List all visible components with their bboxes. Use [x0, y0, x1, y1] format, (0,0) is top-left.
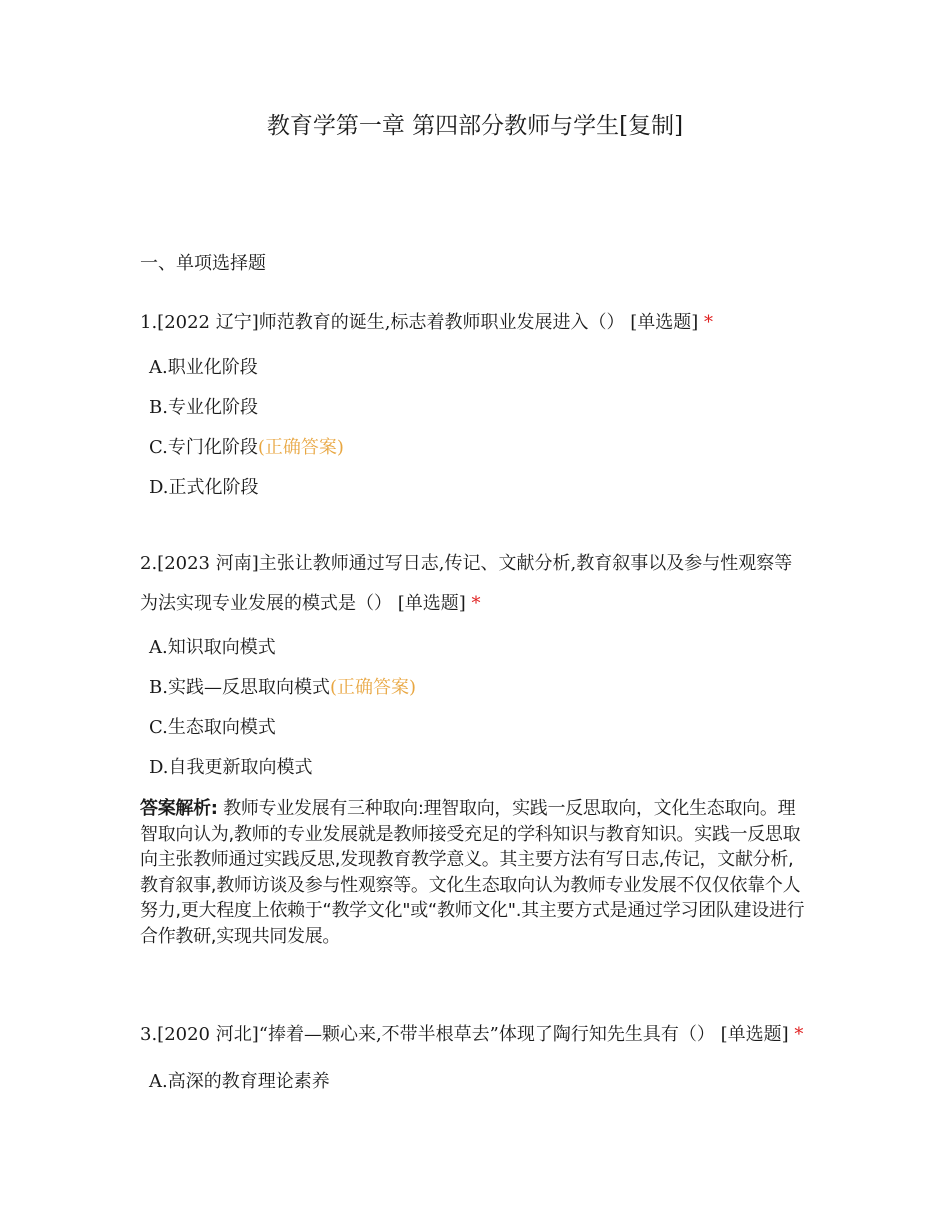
- option-label: A.高深的教育理论素养: [149, 1071, 330, 1092]
- option-item[interactable]: [149, 668, 416, 708]
- correct-answer-tag: (正确答案): [329, 677, 416, 698]
- correct-answer-tag: (正确答案): [257, 437, 344, 458]
- option-list: [149, 348, 344, 508]
- option-label: B.实践—反思取向模式: [149, 677, 330, 698]
- question-stem: [140, 1015, 810, 1055]
- option-list: [149, 1062, 330, 1102]
- option-item[interactable]: [149, 388, 344, 428]
- required-mark: *: [794, 1024, 804, 1045]
- question-stem: [140, 303, 810, 343]
- required-mark: *: [471, 593, 481, 614]
- option-label: C.专门化阶段: [149, 437, 258, 458]
- section-title: 一、单项选择题: [140, 253, 266, 274]
- option-list: [149, 628, 416, 788]
- option-item[interactable]: [149, 748, 416, 788]
- question-text: 2.[2023 河南]主张让教师通过写日志,传记、文献分析,教育叙事以及参与性观察等为法实现专业发展的模式是（） [单选题]: [140, 553, 793, 614]
- option-item[interactable]: [149, 628, 416, 668]
- answer-analysis: [140, 796, 810, 949]
- option-label: A.职业化阶段: [149, 357, 258, 378]
- option-item[interactable]: [149, 348, 344, 388]
- required-mark: *: [703, 312, 713, 333]
- option-item[interactable]: [149, 428, 344, 468]
- analysis-text: 教师专业发展有三种取向:理智取向，实践一反思取向，文化生态取向。理智取向认为,教师的专业发展就是教师接受充足的学科知识与教育知识。实践一反思取向主张教师通过实践反思,发现教育教学意义。其主要方法有写日志,传记，文献分析,教育叙事,教师访谈及参与性观察等。文化生态取向认为教师专业发展不仅仅依靠个人努力,更大程度上依赖于“教学文化"或“教师文化".其主要方式是通过学习团队建设进行合作教研,实现共同发展。: [140, 798, 805, 947]
- option-item[interactable]: [149, 708, 416, 748]
- question-stem: [140, 544, 810, 624]
- option-label: A.知识取向模式: [149, 637, 276, 658]
- question-text: 1.[2022 辽宁]师范教育的诞生,标志着教师职业发展进入（） [单选题]: [140, 312, 699, 333]
- option-label: B.专业化阶段: [149, 397, 258, 418]
- question-text: 3.[2020 河北]“捧着—颗心来,不带半根草去”体现了陶行知先生具有（） [单选题]: [140, 1024, 789, 1045]
- document-title: 教育学第一章 第四部分教师与学生[复制]: [266, 113, 684, 139]
- option-item[interactable]: [149, 468, 344, 508]
- analysis-label: 答案解析:: [140, 798, 218, 819]
- option-label: D.自我更新取向模式: [149, 757, 313, 778]
- option-label: C.生态取向模式: [149, 717, 276, 738]
- option-item[interactable]: [149, 1062, 330, 1102]
- option-label: D.正式化阶段: [149, 477, 259, 498]
